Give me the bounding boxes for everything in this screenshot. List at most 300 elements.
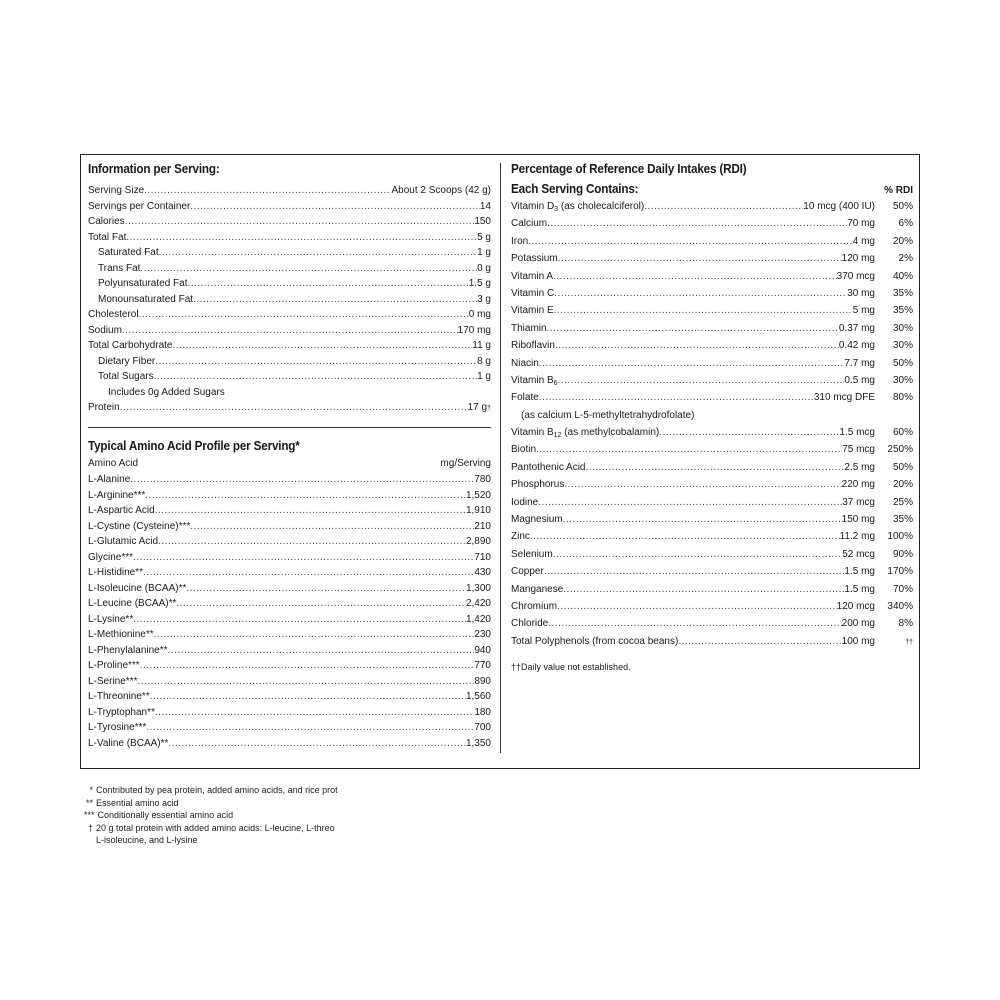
rdi-row-value: 370 mcg: [836, 270, 875, 282]
rdi-row: [511, 268, 913, 285]
amino-row: [88, 596, 491, 612]
rdi-row-percent: 20%: [892, 235, 913, 247]
info-row-value: 150: [474, 216, 491, 227]
info-row-label: Total Fat: [88, 231, 127, 243]
info-row: [88, 323, 491, 339]
leader-dots: [176, 596, 466, 612]
info-heading: Information per Serving:: [88, 161, 220, 176]
rdi-row-label-suffix: (as cholecalciferol): [558, 201, 645, 212]
rdi-row-label-text: Selenium: [511, 548, 553, 560]
info-row: [88, 245, 491, 261]
leader-dots: [536, 441, 842, 458]
leader-dots: [126, 230, 477, 246]
amino-row-value: 180: [474, 706, 491, 718]
leader-dots: [547, 215, 847, 232]
amino-row-label: L-Methionine**: [88, 629, 154, 640]
info-row: [88, 199, 491, 215]
rdi-row-value: 0.42 mg: [838, 340, 875, 352]
footnote-text: Conditionally essential amino acid: [97, 810, 234, 820]
amino-row-label: L-Lysine**: [88, 613, 134, 625]
amino-row: [88, 658, 491, 674]
rdi-row-label: [511, 302, 554, 319]
rdi-row-label: [511, 285, 554, 302]
rdi-row-percent: 80%: [892, 392, 913, 404]
rdi-row-percent: 35%: [892, 305, 913, 317]
amino-col-label: Amino Acid: [88, 458, 139, 469]
rdi-row-value: 11.2 mg: [839, 531, 875, 543]
info-row-label: Saturated Fat: [98, 247, 159, 258]
leader-dots: [528, 233, 853, 250]
leader-dots: [544, 563, 845, 580]
leader-dots: [678, 633, 841, 650]
rdi-row-percent: 340%: [887, 600, 913, 612]
rdi-row-percent: 250%: [887, 444, 913, 456]
rdi-row-label: [511, 355, 539, 372]
amino-heading: Typical Amino Acid Profile per Serving*: [88, 438, 300, 453]
leader-dots: [563, 511, 842, 528]
info-rows: [88, 183, 491, 416]
rdi-row: [511, 215, 913, 232]
rdi-row-value: 4 mg: [852, 235, 875, 247]
leader-dots: [143, 565, 474, 581]
rdi-row-label: [511, 615, 548, 632]
rdi-row: [511, 511, 913, 528]
amino-row-value: 2,420: [465, 598, 491, 609]
amino-row-value: 780: [474, 474, 491, 485]
rdi-row-label-text: Chromium: [511, 600, 558, 612]
leader-dots: [133, 612, 466, 628]
amino-row: [88, 627, 491, 643]
rdi-row: [511, 633, 913, 650]
info-row: [88, 400, 491, 416]
info-row-label: Cholesterol: [88, 309, 139, 320]
rdi-row-label-text: Manganese: [511, 583, 564, 595]
amino-row-value: 710: [474, 551, 491, 563]
rdi-row-value: 37 mcg: [842, 496, 875, 508]
rdi-row-percent: 6%: [898, 218, 913, 230]
footnotes: [84, 784, 384, 847]
leader-dots: [137, 674, 474, 690]
rdi-row: [511, 598, 913, 615]
leader-dots: [125, 214, 475, 230]
leader-dots: [168, 643, 475, 659]
leader-dots: [193, 292, 477, 308]
amino-row: [88, 643, 491, 659]
info-row-label: Total Sugars: [98, 371, 154, 382]
rdi-row-label-text: Iron: [511, 235, 529, 247]
rdi-row-label-text: Phosphorus: [511, 479, 565, 491]
amino-row: [88, 488, 491, 504]
rdi-row-value: 52 mcg: [842, 548, 875, 560]
amino-row-value: 1,420: [465, 613, 491, 625]
amino-row-value: 890: [474, 675, 491, 687]
rdi-row-percent: 50%: [892, 201, 913, 212]
info-row-label: Serving Size: [88, 185, 145, 196]
rdi-row-percent: 30%: [892, 322, 913, 334]
amino-row: [88, 503, 491, 519]
amino-rows: [88, 472, 491, 751]
amino-row-label: L-Histidine**: [88, 567, 144, 578]
rdi-row: [511, 615, 913, 632]
info-row-label: Calories: [88, 216, 125, 227]
section-divider: [88, 427, 491, 428]
leader-dots: [547, 320, 839, 337]
rdi-row-value: 310 mcg DFE: [813, 392, 875, 404]
amino-row-value: 430: [474, 567, 491, 578]
amino-row: [88, 534, 491, 550]
info-row: [88, 385, 491, 401]
rdi-rows: [511, 198, 913, 650]
rdi-row-value: 1.5 mg: [844, 566, 875, 578]
amino-row-label: L-Serine***: [88, 675, 138, 687]
amino-row: [88, 612, 491, 628]
rdi-row-value: 200 mg: [841, 618, 875, 630]
rdi-row-value: 1.5 mg: [844, 583, 875, 595]
info-row-value: About 2 Scoops (42 g): [391, 185, 491, 196]
amino-row: [88, 736, 491, 752]
rdi-row-value: 5 mg: [852, 305, 875, 317]
supplement-facts-panel: [80, 154, 920, 769]
info-row-value: 0 mg: [468, 309, 491, 320]
leader-dots: [564, 476, 841, 493]
amino-row: [88, 472, 491, 488]
rdi-row-label-text: Copper: [511, 566, 544, 578]
rdi-row-value: 150 mg: [841, 514, 875, 526]
rdi-row-percent: 8%: [898, 618, 913, 630]
info-row: [88, 292, 491, 308]
amino-row-value: 2,890: [465, 536, 491, 547]
rdi-subheading: Each Serving Contains:: [511, 181, 639, 196]
leader-dots: [146, 720, 474, 736]
amino-row-value: 210: [474, 520, 491, 532]
info-row-label: Polyunsaturated Fat: [98, 278, 188, 289]
rdi-row-label: [511, 581, 563, 598]
rdi-row-label: [511, 389, 539, 406]
amino-row-label: L-Threonine**: [88, 691, 150, 702]
rdi-row-percent: 35%: [892, 514, 913, 526]
rdi-row-percent: 50%: [892, 461, 913, 473]
amino-row-value: 700: [474, 722, 491, 733]
rdi-row: [511, 337, 913, 354]
rdi-row-label-text: Vitamin B: [511, 374, 554, 386]
info-row-label: Monounsaturated Fat: [98, 293, 194, 305]
leader-dots: [557, 598, 837, 615]
rdi-row: [511, 563, 913, 580]
info-row-value: 5 g: [477, 231, 491, 243]
rdi-row: [511, 546, 913, 563]
rdi-row-label: [511, 233, 528, 250]
leader-dots: [555, 337, 839, 354]
info-row: [88, 338, 491, 354]
info-row-label: Servings per Container: [88, 200, 191, 212]
rdi-row-label: [511, 459, 586, 476]
rdi-note: (as calcium L-5-methyltetrahydrofolate): [521, 409, 695, 421]
rdi-row-label-text: Vitamin C: [511, 287, 555, 299]
amino-row: [88, 550, 491, 566]
footnote-mark: *: [89, 785, 93, 795]
amino-row-label: L-Proline***: [88, 660, 140, 671]
rdi-row-label-text: Magnesium: [511, 514, 563, 526]
rdi-row-label: [511, 337, 555, 354]
rdi-section: [511, 160, 913, 672]
leader-dots: [154, 369, 478, 385]
leader-dots: [586, 459, 845, 476]
info-row: [88, 261, 491, 277]
rdi-row-value: 100 mg: [841, 635, 875, 647]
footnote-text: Contributed by pea protein, added amino acids, and rice prot: [96, 785, 338, 795]
leader-dots: [659, 424, 839, 441]
leader-dots: [145, 488, 466, 504]
amino-row-label: L-Glutamic Acid: [88, 536, 159, 547]
rdi-row-label-text: Iodine: [511, 496, 539, 508]
leader-dots: [120, 400, 468, 416]
leader-dots: [563, 581, 844, 598]
leader-dots: [558, 250, 842, 267]
leader-dots: [159, 245, 478, 261]
footnote-text: 20 g total protein with added amino acids: L-leucine, L-threo: [96, 822, 335, 833]
amino-row-value: 1,300: [465, 582, 491, 594]
footnote-mark: **: [85, 797, 93, 808]
rdi-row-label-text: Potassium: [511, 253, 558, 265]
info-row-label: Protein: [88, 402, 120, 413]
info-row-value: 170 mg: [457, 324, 491, 336]
amino-row-label: L-Valine (BCAA)**: [88, 737, 169, 749]
rdi-row-label-text: Zinc: [511, 531, 530, 543]
rdi-row: [511, 320, 913, 337]
amino-row-label: Glycine***: [88, 551, 134, 563]
rdi-row-value: 2.5 mg: [844, 461, 875, 473]
rdi-row-label: [511, 546, 553, 563]
rdi-row-percent: 35%: [892, 287, 913, 299]
rdi-row-label-text: Folate: [511, 392, 539, 404]
rdi-row: [511, 198, 913, 215]
rdi-row-value: 120 mcg: [836, 600, 875, 612]
rdi-row-label-text: Niacin: [511, 357, 539, 369]
info-row-label: Dietary Fiber: [98, 355, 156, 367]
leader-dots: [133, 550, 474, 566]
info-row-value: 8 g: [477, 355, 491, 367]
rdi-row-percent: 100%: [887, 531, 913, 543]
rdi-row-label-text: Riboflavin: [511, 340, 555, 352]
footnote-mark: †: [487, 405, 491, 412]
column-divider: [500, 163, 501, 753]
rdi-row-label: [511, 268, 553, 285]
rdi-row-label: [511, 528, 530, 545]
rdi-row-value: 30 mg: [847, 287, 875, 299]
leader-dots: [539, 389, 814, 406]
amino-row: [88, 581, 491, 597]
leader-dots: [538, 494, 842, 511]
amino-row-value: 1,560: [465, 691, 491, 702]
leader-dots: [155, 705, 474, 721]
amino-row-label: L-Isoleucine (BCAA)**: [88, 582, 187, 594]
leader-dots: [139, 307, 469, 323]
amino-acid-profile-section: [88, 437, 491, 751]
rdi-row-value: 0.5 mg: [844, 374, 875, 386]
rdi-row-label-text: Pantothenic Acid: [511, 461, 586, 473]
leader-dots: [530, 528, 840, 545]
amino-row: [88, 519, 491, 535]
rdi-row-percent: 50%: [892, 357, 913, 369]
rdi-row-label-text: Vitamin D: [511, 201, 555, 212]
rdi-column-header: [511, 180, 913, 198]
rdi-row: [511, 233, 913, 250]
leader-dots: [168, 736, 466, 752]
leader-dots: [140, 261, 477, 277]
info-row-value: 1 g: [477, 371, 491, 382]
rdi-row-label: [511, 598, 557, 615]
leader-dots: [158, 534, 466, 550]
leader-dots: [144, 183, 391, 199]
info-row-value: 17 g: [467, 402, 488, 413]
leader-dots: [553, 268, 837, 285]
rdi-row-percent: 90%: [892, 548, 913, 560]
amino-row: [88, 674, 491, 690]
rdi-row-subscript: 12: [553, 432, 562, 440]
amino-row-value: 1,910: [465, 505, 491, 516]
info-row-label: Total Carbohydrate: [88, 340, 173, 351]
rdi-row-label: [511, 215, 547, 232]
rdi-row-label: [511, 250, 558, 267]
info-row: [88, 354, 491, 370]
amino-row-label: L-Phenylalanine**: [88, 644, 168, 656]
rdi-row: [511, 372, 913, 389]
rdi-row-value: 0.37 mg: [838, 322, 875, 334]
leader-dots: [188, 276, 469, 292]
rdi-row: [511, 441, 913, 458]
leader-dots: [190, 519, 474, 535]
rdi-row-label-text: Vitamin A: [511, 270, 554, 282]
leader-dots: [173, 338, 473, 354]
info-row-value: 0 g: [477, 262, 491, 274]
rdi-row-subscript: 6: [553, 379, 558, 387]
leader-dots: [186, 581, 466, 597]
amino-row-label: L-Tryptophan**: [88, 706, 155, 718]
rdi-row-value: 10 mcg (400 IU): [803, 201, 875, 212]
rdi-row-label-text: Vitamin E: [511, 305, 554, 317]
info-row-label: Trans Fat: [98, 262, 141, 274]
rdi-row-label: [511, 511, 563, 528]
amino-row-value: 1,520: [465, 489, 491, 501]
leader-dots: [154, 627, 475, 643]
amino-row-label: L-Arginine***: [88, 489, 146, 501]
rdi-row-label: [511, 424, 659, 441]
rdi-row-percent: 30%: [892, 374, 913, 386]
amino-row-value: 230: [474, 629, 491, 640]
info-row: [88, 276, 491, 292]
info-row-label: Sodium: [88, 324, 122, 336]
rdi-row-label-text: Calcium: [511, 218, 548, 230]
leader-dots: [122, 323, 458, 339]
leader-dots: [558, 372, 845, 389]
leader-dots: [554, 302, 853, 319]
footnote-item: [84, 784, 384, 797]
rdi-row-subscript: 3: [554, 206, 559, 213]
rdi-row-value: 120 mg: [841, 253, 875, 265]
rdi-row-percent: 20%: [892, 479, 913, 491]
info-row-value: 14: [479, 200, 491, 212]
rdi-row-label-text: Thiamin: [511, 322, 547, 334]
rdi-row: [511, 285, 913, 302]
rdi-row-percent: 2%: [898, 253, 913, 265]
amino-row-label: L-Aspartic Acid: [88, 505, 155, 516]
rdi-row: [511, 424, 913, 441]
rdi-row-label: [511, 320, 547, 337]
leader-dots: [554, 285, 847, 302]
amino-column-header: [88, 456, 491, 472]
rdi-row-percent: 30%: [892, 340, 913, 352]
rdi-row-value: 220 mg: [841, 479, 875, 491]
rdi-row-value: 75 mcg: [842, 444, 875, 456]
rdi-row-label: [511, 563, 544, 580]
info-row: [88, 183, 491, 199]
leader-dots: [539, 355, 845, 372]
footnote-mark: †: [87, 822, 93, 833]
amino-row-label: L-Alanine: [88, 474, 131, 485]
info-row: [88, 230, 491, 246]
rdi-row: [511, 494, 913, 511]
rdi-row-label: [511, 494, 538, 511]
amino-row-value: 1,350: [465, 737, 491, 749]
info-row-value: 1.5 g: [468, 278, 491, 289]
information-per-serving-section: [88, 160, 491, 416]
rdi-row: [511, 250, 913, 267]
footnote-item: [84, 797, 384, 810]
rdi-pct-header: % RDI: [884, 185, 913, 196]
amino-row-value: 770: [474, 660, 491, 671]
footnote-text: Essential amino acid: [96, 797, 179, 808]
amino-row-value: 940: [474, 644, 491, 656]
rdi-row-label-text: Vitamin B: [511, 427, 554, 439]
amino-row-label: L-Cystine (Cysteine)***: [88, 520, 191, 532]
rdi-row: [511, 459, 913, 476]
info-row-value: 1 g: [477, 247, 491, 258]
amino-row-label: L-Tyrosine***: [88, 722, 147, 733]
rdi-row-label-text: Total Polyphenols (from cocoa beans): [511, 635, 679, 647]
footnote-item: [84, 834, 384, 847]
rdi-row-label-text: Chloride: [511, 618, 549, 630]
rdi-row: [511, 581, 913, 598]
rdi-heading: Percentage of Reference Daily Intakes (RDI): [511, 161, 747, 176]
rdi-row: [511, 528, 913, 545]
info-row-value: 11 g: [472, 340, 491, 351]
footnote-mark: ***: [84, 810, 95, 820]
leader-dots: [644, 198, 803, 215]
info-row: [88, 369, 491, 385]
rdi-row: [511, 389, 913, 406]
footnote-item: [84, 822, 384, 835]
rdi-row-label: [511, 372, 558, 389]
rdi-row-percent: ††: [905, 638, 913, 646]
rdi-row-percent: 170%: [887, 566, 913, 578]
rdi-row: [511, 302, 913, 319]
rdi-row-percent: 40%: [892, 270, 913, 282]
leader-dots: [548, 615, 841, 632]
amino-row: [88, 720, 491, 736]
info-row: [88, 307, 491, 323]
rdi-row-label: [511, 476, 564, 493]
rdi-row-percent: 25%: [892, 496, 913, 508]
rdi-row-value: 7.7 mg: [844, 357, 875, 369]
rdi-row-label: [511, 441, 536, 458]
info-row-label: Includes 0g Added Sugars: [108, 386, 225, 398]
rdi-row-label: [511, 633, 678, 650]
amino-col-value: mg/Serving: [440, 458, 491, 469]
rdi-row-percent: 70%: [892, 583, 913, 595]
leader-dots: [155, 354, 477, 370]
rdi-row-value: 1.5 mcg: [839, 427, 875, 439]
rdi-row-value: 70 mg: [847, 218, 875, 230]
